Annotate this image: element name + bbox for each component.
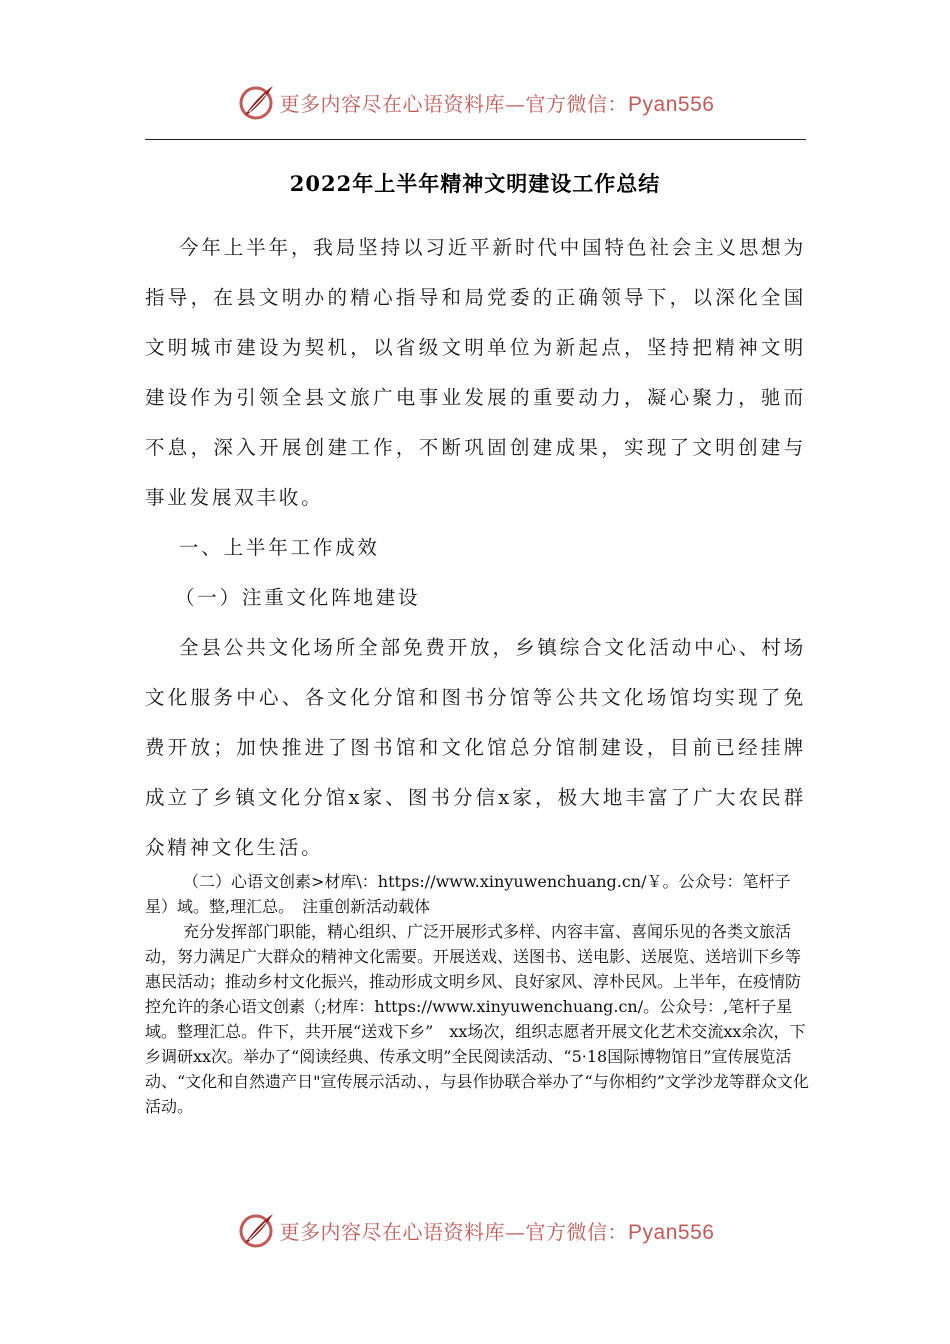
document-body-small	[145, 869, 810, 1119]
banner-text: 更多内容尽在心语资料库—官方微信：Pyan556	[279, 1219, 715, 1244]
intro-paragraph: 今年上半年，我局坚持以习近平新时代中国特色社会主义思想为指导，在县文明办的精心指导和局党委的正确领导下，以深化全国文明城市建设为契机，以省级文明单位为新起点，坚持把精神文明建设作为引领全县文旅广电事业发展的重要动力，凝心聚力，驰而不息，深入开展创建工作，不断巩固创建成果，实现了文明创建与事业发展双丰收。	[145, 236, 806, 509]
quill-logo-icon	[236, 1209, 278, 1251]
body-paragraph: 全县公共文化场所全部免费开放，乡镇综合文化活动中心、村场文化服务中心、各文化分馆和图书分馆等公共文化场馆均实现了免费开放；加快推进了图书馆和文化馆总分馆制建设，目前已经挂牌成立了乡镇文化分馆x家、图书分信x家，极大地丰富了广大农民群众精神文化生活。	[145, 636, 806, 859]
header-divider	[145, 139, 806, 140]
document-title: 2022年上半年精神文明建设工作总结	[289, 171, 661, 196]
quill-logo-icon	[236, 81, 278, 123]
body-paragraph-small: 充分发挥部门职能，精心组织、广泛开展形式多样、内容丰富、喜闻乐见的各类文旅活动，努力满足广大群众的精神文化需要。开展送戏、送图书、送电影、送展览、送培训下乡等惠民活动；推动乡村文化振兴，推动形成文明乡风、良好家风、淳朴民风。上半年，在疫情防控允许的条心语文创素（;材库：https://www.xinyuwenchuang.cn/。公众号：,笔杆子星域。整理汇总。件下，共开展“送戏下乡” xx场次，组织志愿者开展文化艺术交流xx余次，下乡调研xx次。举办了“阅读经典、传承文明”全民阅读活动、“5·18国际博物馆日”宣传展览活动、“文化和自然遗产日"宣传展示活动、，与县作协联合举办了“与你相约”文学沙龙等群众文化活动。	[145, 922, 809, 1116]
banner-text: 更多内容尽在心语资料库—官方微信：Pyan556	[279, 91, 715, 116]
document-body	[145, 223, 806, 873]
subsection-heading: （一）注重文化阵地建设	[175, 586, 421, 609]
section-heading: 一、上半年工作成效	[179, 536, 380, 559]
subsection-heading-small: （二）心语文创素>材库\：https://www.xinyuwenchuang.cn/￥。公众号：笔杆子星）域。整,理汇总。 注重创新活动载体	[145, 872, 791, 916]
footer-banner	[0, 1208, 950, 1252]
header-banner	[0, 80, 950, 124]
